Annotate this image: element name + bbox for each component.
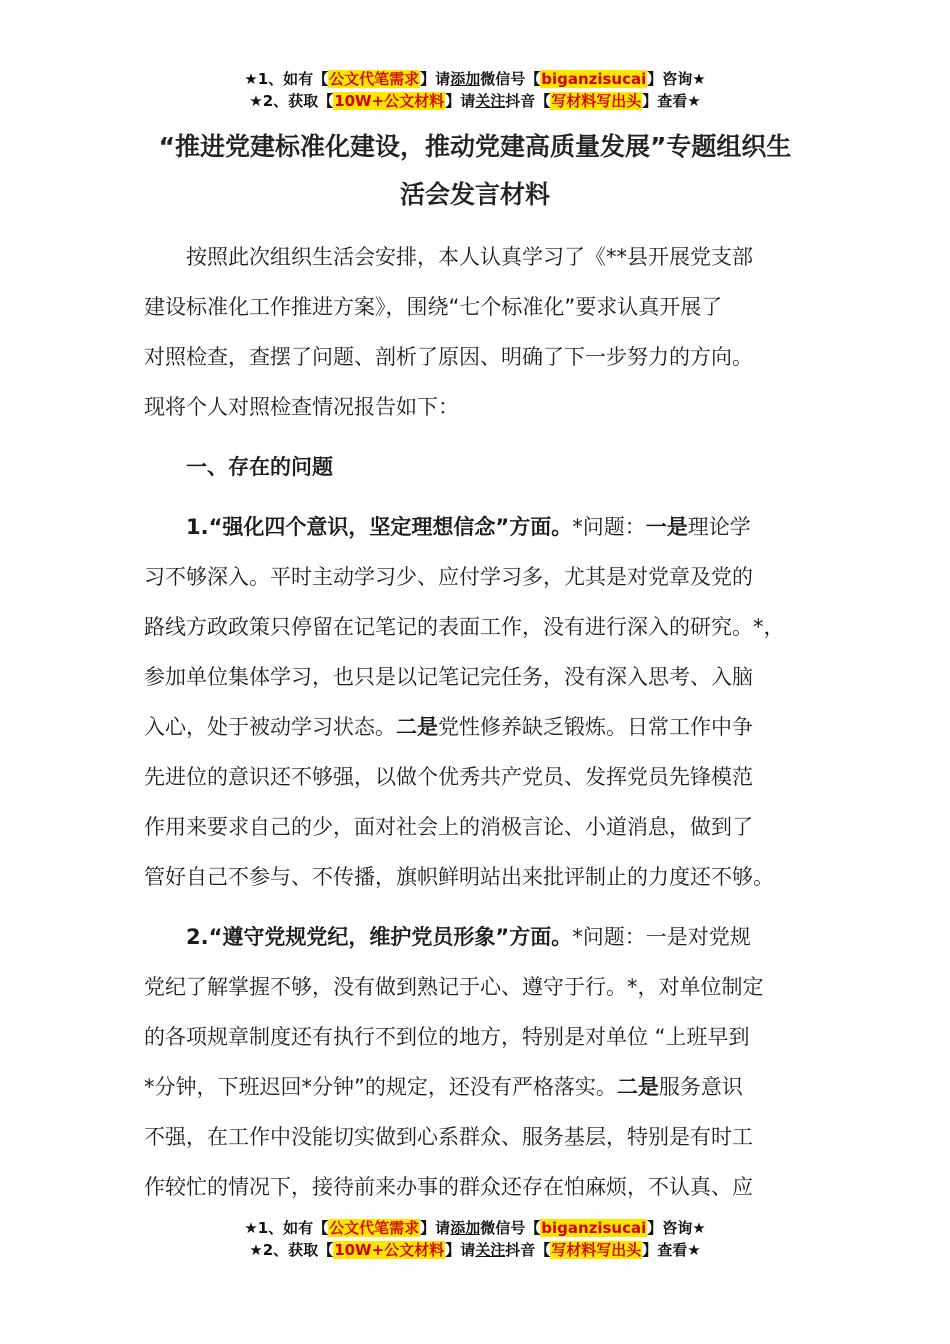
text-run: 服务意识 [658,1075,743,1099]
emphasis: 二是 [616,1075,659,1099]
promo-underline: 关注 [475,1241,506,1259]
item-heading: 2.“遵守党规党纪，维护党员形象”方面。 [186,925,573,949]
text-line [144,702,834,752]
promo-text: 微信号【 [480,70,541,88]
text-line: 建设标准化工作推进方案》，围绕“七个标准化”要求认真开展了 [144,295,723,319]
text-run: 理论学 [687,515,751,539]
promo-line-2 [0,1239,950,1261]
promo-underline: 添加 [450,70,481,88]
document-body [144,232,834,1212]
promo-text: ★1、如有【 [244,70,329,88]
promo-banner-bottom [0,1217,950,1261]
item-1-paragraph [144,502,834,902]
section-heading: 一、存在的问题 [186,455,333,479]
promo-text: 】请 [420,1219,451,1237]
promo-text: 抖音【 [505,92,551,110]
document-title-line-1: “推进党建标准化建设，推动党建高质量发展”专题组织生 [158,132,792,161]
text-line [144,502,834,552]
promo-highlight: 10W+公文材料 [334,92,445,110]
text-run: 党性修养缺乏锻炼。日常工作中争 [438,715,753,739]
promo-text: 】请 [445,1241,476,1259]
emphasis: 一是 [645,515,688,539]
text-line: 党纪了解掌握不够，没有做到熟记于心、遵守于行。*，对单位制定 [144,975,764,999]
item-2-paragraph [144,912,834,1212]
text-line: 的各项规章制度还有执行不到位的地方，特别是对单位 “上班早到 [144,1025,750,1049]
text-run: *问题：一是对党规 [572,925,751,949]
text-line: 先进位的意识还不够强，以做个优秀共产党员、发挥党员先锋模范 [144,765,753,789]
promo-underline: 关注 [475,92,506,110]
text-line: 参加单位集体学习，也只是以记笔记完任务，没有深入思考、入脑 [144,665,753,689]
promo-highlight: 公文代笔需求 [329,1219,420,1237]
promo-line-1 [0,1217,950,1239]
text-line [144,912,834,962]
text-line: 管好自己不参与、不传播，旗帜鲜明站出来批评制止的力度还不够。 [144,865,774,889]
promo-text: 】查看★ [642,1241,701,1259]
text-line: 作用来要求自己的少，面对社会上的消极言论、小道消息，做到了 [144,815,753,839]
promo-underline: 添加 [450,1219,481,1237]
document-title-line-2: 活会发言材料 [399,180,550,209]
promo-highlight: biganzisucai [541,1219,647,1237]
promo-text: ★2、获取【 [249,92,334,110]
promo-highlight: 写材料写出头 [551,92,642,110]
text-line: 作较忙的情况下，接待前来办事的群众还存在怕麻烦，不认真、应 [144,1175,753,1199]
text-line: 按照此次组织生活会安排，本人认真学习了《**县开展党支部 [186,245,753,269]
promo-text: ★1、如有【 [244,1219,329,1237]
promo-text: 】咨询★ [647,70,706,88]
promo-highlight: biganzisucai [541,70,647,88]
promo-line-2 [0,90,950,112]
text-line: 现将个人对照检查情况报告如下： [144,395,459,419]
text-line: 不强，在工作中没能切实做到心系群众、服务基层，特别是有时工 [144,1125,753,1149]
intro-paragraph [144,232,834,432]
promo-highlight: 写材料写出头 [551,1241,642,1259]
promo-text: 微信号【 [480,1219,541,1237]
text-run: *问题： [572,515,646,539]
promo-text: ★2、获取【 [249,1241,334,1259]
text-line: 路线方政政策只停留在记笔记的表面工作，没有进行深入的研究。*， [144,615,785,639]
promo-text: 】查看★ [642,92,701,110]
text-line: 习不够深入。平时主动学习少、应付学习多，尤其是对党章及党的 [144,565,753,589]
promo-highlight: 公文代笔需求 [329,70,420,88]
item-heading: 1.“强化四个意识，坚定理想信念”方面。 [186,515,573,539]
promo-text: 】咨询★ [647,1219,706,1237]
text-run: 入心，处于被动学习状态。 [144,715,396,739]
promo-highlight: 10W+公文材料 [334,1241,445,1259]
promo-banner-top [0,68,950,112]
promo-text: 】请 [420,70,451,88]
text-run: *分钟，下班迟回*分钟”的规定，还没有严格落实。 [144,1075,617,1099]
text-line: 对照检查，查摆了问题、剖析了原因、明确了下一步努力的方向。 [144,345,753,369]
promo-text: 】请 [445,92,476,110]
emphasis: 二是 [396,715,438,739]
promo-line-1 [0,68,950,90]
promo-text: 抖音【 [505,1241,551,1259]
text-line [144,1062,834,1112]
